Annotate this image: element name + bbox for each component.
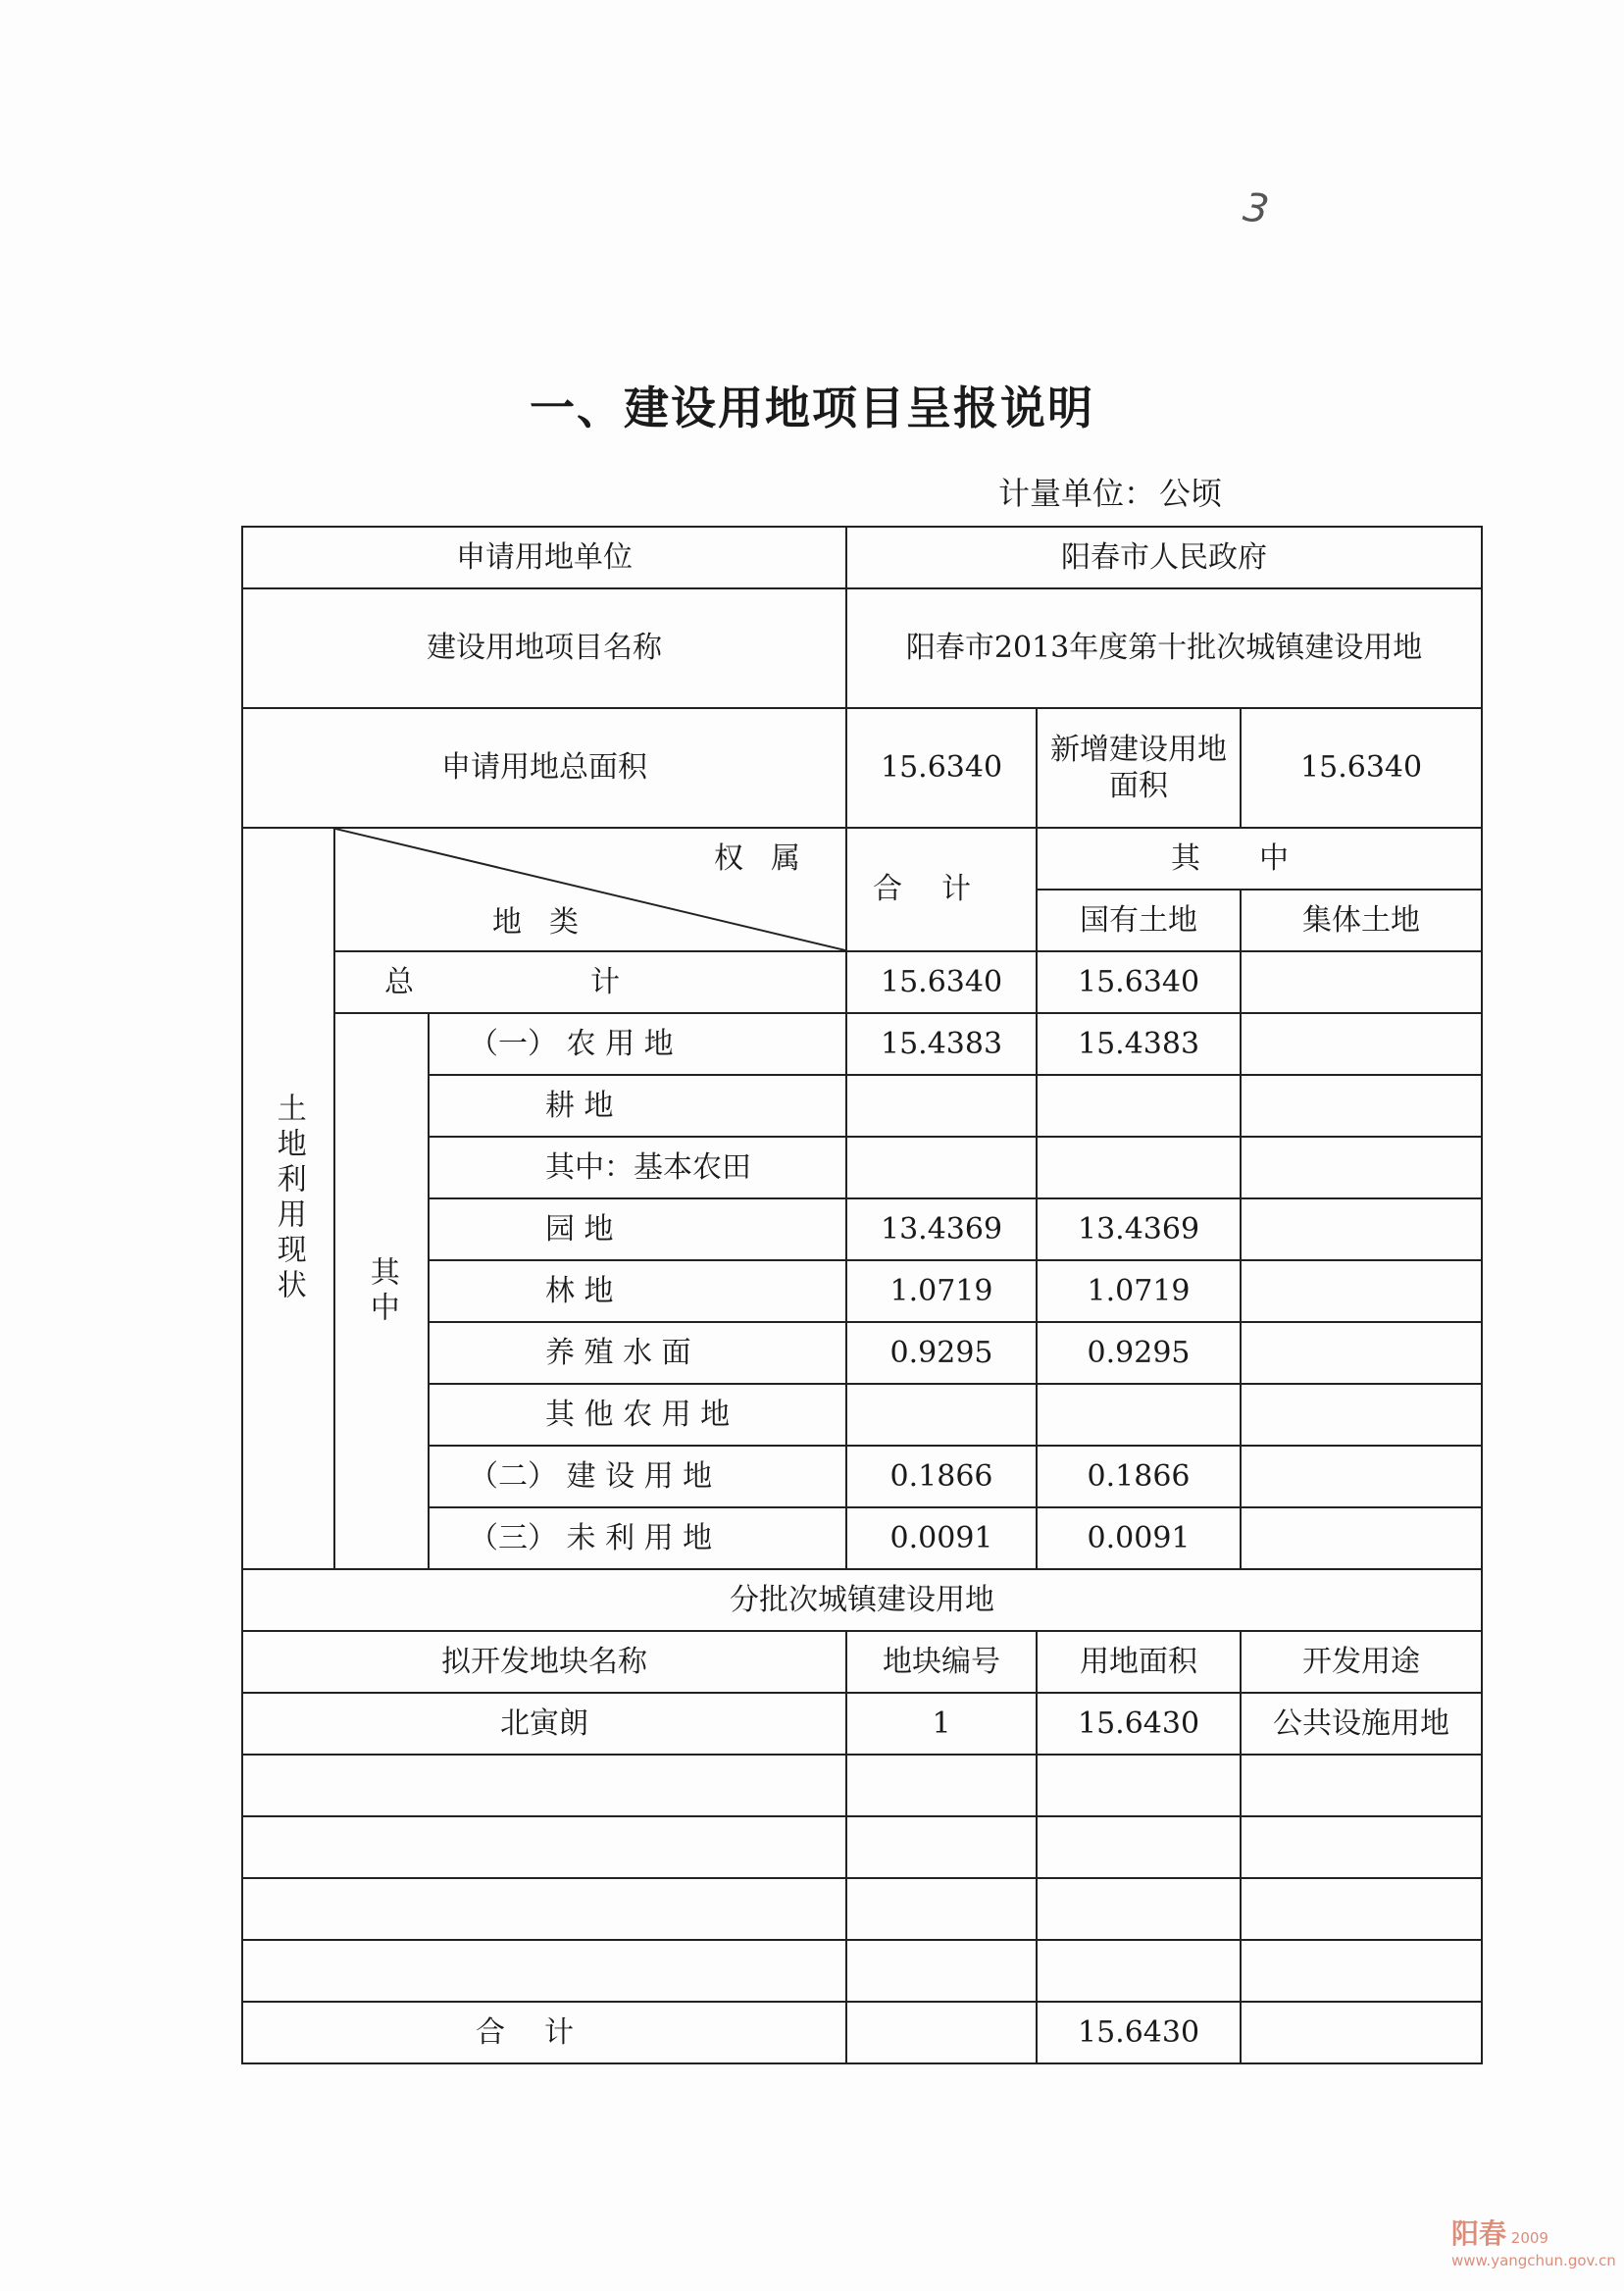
parcel-use bbox=[1241, 1755, 1482, 1816]
new-area-label: 新增建设用地面积 bbox=[1037, 708, 1241, 828]
parcel-use bbox=[1241, 1940, 1482, 2002]
table-row bbox=[242, 1878, 1482, 1940]
row-total bbox=[846, 1137, 1037, 1198]
batch-header-area: 用地面积 bbox=[1037, 1631, 1241, 1693]
total-area-value: 15.6340 bbox=[846, 708, 1037, 828]
row-total: 0.1866 bbox=[846, 1446, 1037, 1507]
row-total: 0.0091 bbox=[846, 1507, 1037, 1569]
batch-header-row bbox=[242, 1631, 1482, 1693]
page-title: 一、建设用地项目呈报说明 bbox=[530, 382, 1094, 434]
unit-label: 计量单位： bbox=[998, 475, 1156, 512]
row-state: 0.0091 bbox=[1037, 1507, 1241, 1569]
parcel-name bbox=[242, 1816, 846, 1878]
parcel-area bbox=[1037, 1940, 1241, 2002]
batch-section-title-row bbox=[242, 1569, 1482, 1631]
row-collective bbox=[1241, 1507, 1482, 1569]
unit-value: 公顷 bbox=[1159, 475, 1223, 512]
row-state: 0.1866 bbox=[1037, 1446, 1241, 1507]
total-row-collective bbox=[1241, 951, 1482, 1013]
row-total: 13.4369 bbox=[846, 1198, 1037, 1260]
row-total bbox=[846, 1075, 1037, 1137]
table-row bbox=[242, 1137, 1482, 1198]
watermark-logo: 阳春 bbox=[1451, 2217, 1507, 2250]
project-name-row bbox=[242, 588, 1482, 708]
parcel-use bbox=[1241, 1878, 1482, 1940]
row-total: 1.0719 bbox=[846, 1260, 1037, 1322]
row-label: 其 他 农 用 地 bbox=[429, 1384, 846, 1446]
batch-header-parcel-name: 拟开发地块名称 bbox=[242, 1631, 846, 1693]
parcel-use: 公共设施用地 bbox=[1241, 1693, 1482, 1755]
row-state bbox=[1037, 1384, 1241, 1446]
watermark-year: 2009 bbox=[1510, 2229, 1548, 2247]
parcel-number bbox=[846, 1940, 1037, 2002]
row-label: 养 殖 水 面 bbox=[429, 1322, 846, 1384]
col-header-group: 其中 bbox=[1037, 828, 1482, 890]
batch-header-parcel-number: 地块编号 bbox=[846, 1631, 1037, 1693]
site-watermark bbox=[1451, 2216, 1616, 2271]
col-header-collective-land: 集体土地 bbox=[1241, 890, 1482, 951]
row-state: 13.4369 bbox=[1037, 1198, 1241, 1260]
total-row-total: 15.6340 bbox=[846, 951, 1037, 1013]
parcel-name bbox=[242, 1755, 846, 1816]
row-collective bbox=[1241, 1013, 1482, 1075]
total-area-label: 申请用地总面积 bbox=[242, 708, 846, 828]
diag-header-land-class: 地类 bbox=[492, 904, 606, 940]
parcel-number bbox=[846, 1878, 1037, 1940]
table-row bbox=[242, 1940, 1482, 2002]
total-row-label: 总计 bbox=[334, 951, 846, 1013]
row-label: （二） 建 设 用 地 bbox=[429, 1446, 846, 1507]
table-row bbox=[242, 1816, 1482, 1878]
row-label: （一） 农 用 地 bbox=[429, 1013, 846, 1075]
land-use-total-row bbox=[242, 951, 1482, 1013]
batch-total-use bbox=[1241, 2002, 1482, 2063]
parcel-area: 15.6430 bbox=[1037, 1693, 1241, 1755]
row-collective bbox=[1241, 1322, 1482, 1384]
table-row bbox=[242, 1755, 1482, 1816]
row-total: 15.4383 bbox=[846, 1013, 1037, 1075]
row-collective bbox=[1241, 1075, 1482, 1137]
table-row bbox=[242, 1446, 1482, 1507]
parcel-area bbox=[1037, 1816, 1241, 1878]
row-total: 0.9295 bbox=[846, 1322, 1037, 1384]
parcel-number: 1 bbox=[846, 1693, 1037, 1755]
row-collective bbox=[1241, 1260, 1482, 1322]
row-state: 15.4383 bbox=[1037, 1013, 1241, 1075]
parcel-area bbox=[1037, 1755, 1241, 1816]
parcel-use bbox=[1241, 1816, 1482, 1878]
batch-header-use: 开发用途 bbox=[1241, 1631, 1482, 1693]
row-label: 林 地 bbox=[429, 1260, 846, 1322]
row-collective bbox=[1241, 1198, 1482, 1260]
table-row bbox=[242, 1260, 1482, 1322]
parcel-number bbox=[846, 1755, 1037, 1816]
parcel-name: 北寅朗 bbox=[242, 1693, 846, 1755]
unit-line bbox=[998, 469, 1222, 514]
row-collective bbox=[1241, 1446, 1482, 1507]
batch-total-number bbox=[846, 2002, 1037, 2063]
inner-group-label: 其中 bbox=[334, 1013, 429, 1569]
parcel-name bbox=[242, 1878, 846, 1940]
row-state bbox=[1037, 1075, 1241, 1137]
row-collective bbox=[1241, 1137, 1482, 1198]
parcel-name bbox=[242, 1940, 846, 2002]
row-state: 0.9295 bbox=[1037, 1322, 1241, 1384]
project-name-value: 阳春市2013年度第十批次城镇建设用地 bbox=[846, 588, 1482, 708]
row-state: 1.0719 bbox=[1037, 1260, 1241, 1322]
diagonal-header-cell bbox=[334, 828, 846, 951]
land-use-side-label: 土地利用现状 bbox=[242, 828, 334, 1569]
parcel-area bbox=[1037, 1878, 1241, 1940]
table-row bbox=[242, 1384, 1482, 1446]
page-number-mark: 3 bbox=[1240, 184, 1272, 233]
table-row bbox=[242, 1198, 1482, 1260]
row-total bbox=[846, 1384, 1037, 1446]
land-use-header-row-1 bbox=[242, 828, 1482, 890]
table-row bbox=[242, 1693, 1482, 1755]
land-use-form-table bbox=[241, 526, 1483, 2064]
row-label: （三） 未 利 用 地 bbox=[429, 1507, 846, 1569]
table-row bbox=[242, 1507, 1482, 1569]
table-row bbox=[242, 1322, 1482, 1384]
applicant-label: 申请用地单位 bbox=[242, 527, 846, 588]
total-row-state: 15.6340 bbox=[1037, 951, 1241, 1013]
applicant-value: 阳春市人民政府 bbox=[846, 527, 1482, 588]
batch-total-row bbox=[242, 2002, 1482, 2063]
row-label: 园 地 bbox=[429, 1198, 846, 1260]
col-header-state-land: 国有土地 bbox=[1037, 890, 1241, 951]
row-state bbox=[1037, 1137, 1241, 1198]
table-row bbox=[242, 1075, 1482, 1137]
row-label: 其中：基本农田 bbox=[429, 1137, 846, 1198]
total-area-row bbox=[242, 708, 1482, 828]
batch-section-title: 分批次城镇建设用地 bbox=[242, 1569, 1482, 1631]
project-name-label: 建设用地项目名称 bbox=[242, 588, 846, 708]
row-label: 耕 地 bbox=[429, 1075, 846, 1137]
applicant-row bbox=[242, 527, 1482, 588]
parcel-number bbox=[846, 1816, 1037, 1878]
new-area-value: 15.6340 bbox=[1241, 708, 1482, 828]
batch-total-label: 合计 bbox=[242, 2002, 846, 2063]
diag-header-ownership: 权属 bbox=[714, 841, 829, 876]
col-header-total: 合计 bbox=[846, 828, 1037, 951]
batch-total-area: 15.6430 bbox=[1037, 2002, 1241, 2063]
watermark-url: www.yangchun.gov.cn bbox=[1451, 2252, 1616, 2270]
row-collective bbox=[1241, 1384, 1482, 1446]
table-row bbox=[242, 1013, 1482, 1075]
